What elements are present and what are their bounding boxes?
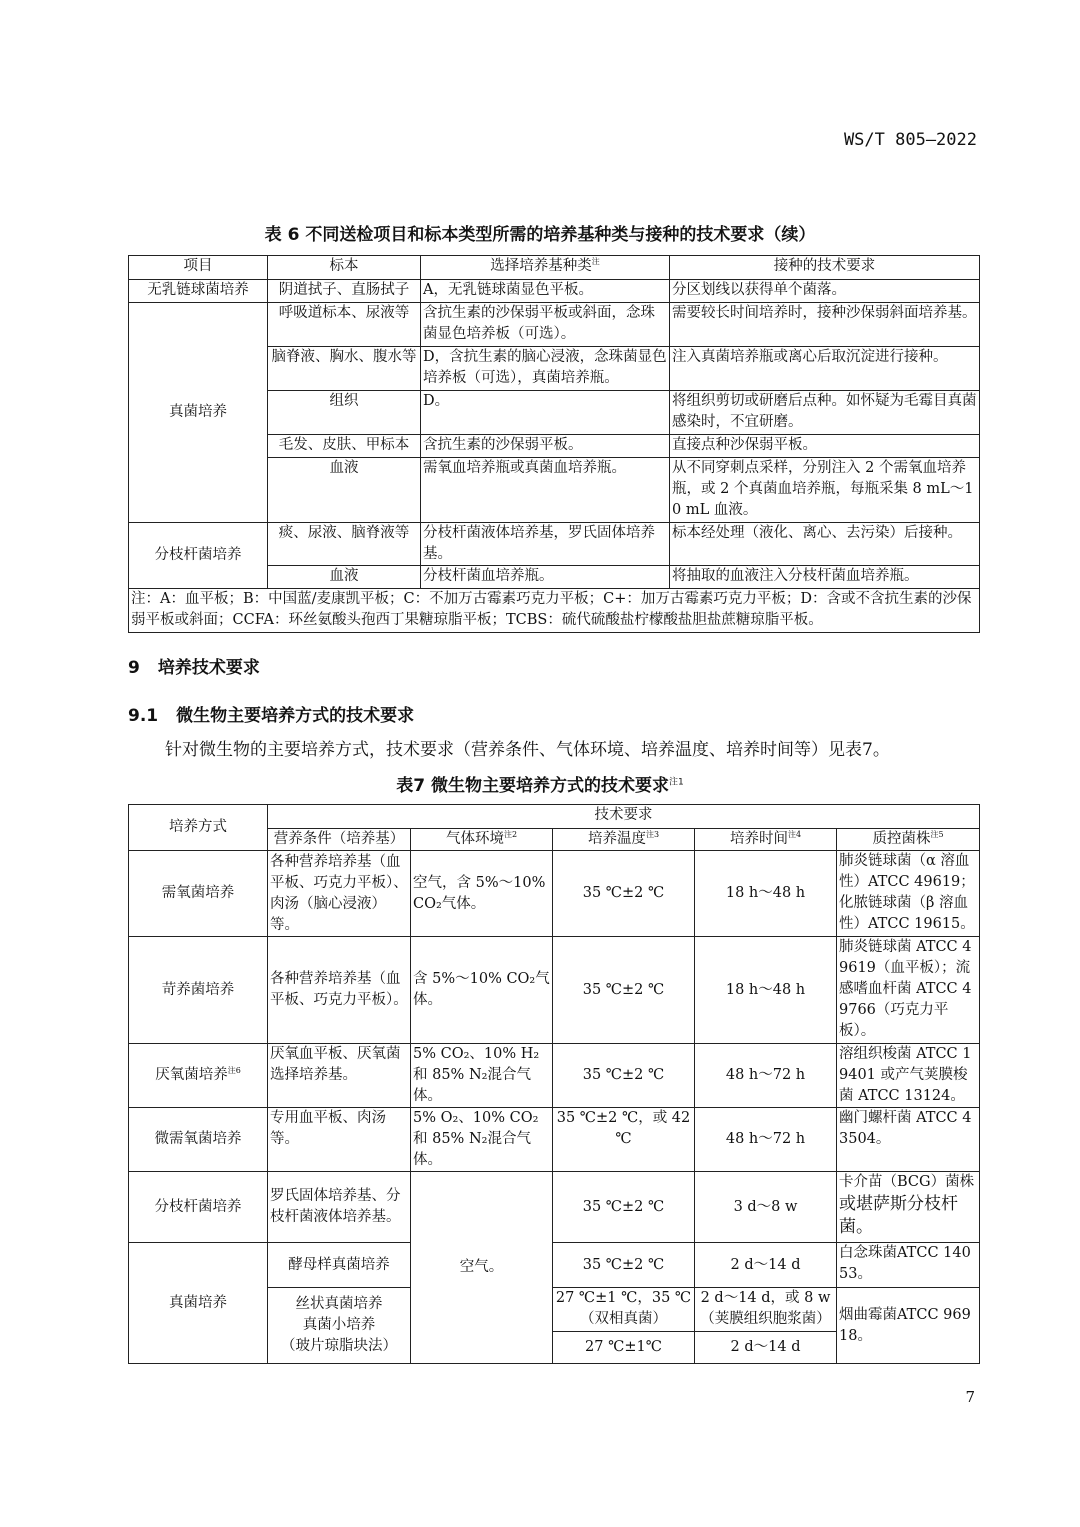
table-cell: 18 h～48 h xyxy=(695,851,837,937)
table-cell: 空气，含 5%～10% CO₂气体。 xyxy=(411,851,553,937)
table-cell: 需氧血培养瓶或真菌血培养瓶。 xyxy=(421,458,670,523)
table-cell: 毛发、皮肤、甲标本 xyxy=(268,435,421,458)
table-cell: 空气。 xyxy=(411,1172,553,1364)
table-cell: 血液 xyxy=(268,458,421,523)
table-header-cell: 质控菌株$^{注5}$ xyxy=(837,829,980,851)
note-marker: 注2 xyxy=(503,830,518,840)
table-row xyxy=(129,937,980,1044)
table-cell: 5% O₂、10% CO₂和 85% N₂混合气体。 xyxy=(411,1108,553,1172)
body-paragraph: 针对微生物的主要培养方式，技术要求（营养条件、气体环境、培养温度、培养时间等）见表7。 xyxy=(165,740,890,760)
table-row xyxy=(129,1108,980,1172)
table-cell: 苛养菌培养 xyxy=(129,937,268,1044)
subsection-heading: 9.1 微生物主要培养方式的技术要求 xyxy=(128,706,415,726)
table-cell: 阴道拭子、直肠拭子 xyxy=(268,280,421,303)
table-header-cell: 项目 xyxy=(129,256,268,280)
table-cell: 18 h～48 h xyxy=(695,937,837,1044)
table-cell: 分枝杆菌液体培养基，罗氏固体培养基。 xyxy=(421,523,670,566)
table-cell: 直接点种沙保弱平板。 xyxy=(670,435,980,458)
table-header-cell: 选择培养基种类$^注$ xyxy=(421,256,670,280)
table-cell: 标本经处理（液化、离心、去污染）后接种。 xyxy=(670,523,980,566)
table-cell: 2 d～14 d xyxy=(695,1332,837,1364)
table-cell: 专用血平板、肉汤等。 xyxy=(268,1108,411,1172)
table7 xyxy=(128,804,980,1364)
table-cell: 含抗生素的沙保弱平板。 xyxy=(421,435,670,458)
table-cell: 分区划线以获得单个菌落。 xyxy=(670,280,980,303)
table-cell: 分枝杆菌培养 xyxy=(129,1172,268,1243)
table-header-cell: 培养时间$^{注4}$ xyxy=(695,829,837,851)
table-row xyxy=(129,280,980,303)
table-row xyxy=(129,303,980,347)
table-cell: 白念珠菌ATCC 14053。 xyxy=(837,1243,980,1288)
table-cell: 组织 xyxy=(268,391,421,435)
table-cell: 将组织剪切或研磨后点种。如怀疑为毛霉目真菌感染时，不宜研磨。 xyxy=(670,391,980,435)
table-cell: 微需氧菌培养 xyxy=(129,1108,268,1172)
table-cell: 2 d～14 d xyxy=(695,1243,837,1288)
note-marker: 注6 xyxy=(227,1066,241,1076)
table-cell: 厌氧血平板、厌氧菌选择培养基。 xyxy=(268,1044,411,1108)
table-cell: 将抽取的血液注入分枝杆菌血培养瓶。 xyxy=(670,566,980,589)
table-cell: 真菌培养 xyxy=(129,1243,268,1364)
table-cell: 3 d～8 w xyxy=(695,1172,837,1243)
table-cell: 呼吸道标本、尿液等 xyxy=(268,303,421,347)
table-cell: 35 ℃±2 ℃ xyxy=(553,937,695,1044)
table-cell: 酵母样真菌培养 xyxy=(268,1243,411,1288)
note-marker: 注3 xyxy=(645,830,660,840)
table-cell: D，含抗生素的脑心浸液，念珠菌显色培养板（可选），真菌培养瓶。 xyxy=(421,347,670,391)
table-cell: 痰、尿液、脑脊液等 xyxy=(268,523,421,566)
table-header-cell: 技术要求 xyxy=(268,805,980,829)
table-cell: 35 ℃±2 ℃ xyxy=(553,1172,695,1243)
table-cell: 幽门螺杆菌 ATCC 43504。 xyxy=(837,1108,980,1172)
note-marker: 注1 xyxy=(669,777,684,788)
table-cell: 35 ℃±2 ℃ xyxy=(553,851,695,937)
table-cell: 从不同穿刺点采样，分别注入 2 个需氧血培养瓶，或 2 个真菌血培养瓶，每瓶采集 8 mL～10 mL 血液。 xyxy=(670,458,980,523)
note-marker: 注4 xyxy=(787,830,802,840)
table-cell: 需要较长时间培养时，接种沙保弱斜面培养基。 xyxy=(670,303,980,347)
table-cell: 溶组织梭菌 ATCC 19401 或产气荚膜梭菌 ATCC 13124。 xyxy=(837,1044,980,1108)
table-note-row xyxy=(129,589,980,633)
table-note: 注：A：血平板；B：中国蓝/麦康凯平板；C：不加万古霉素巧克力平板；C+：加万古霉素巧克力平板；D：含或不含抗生素的沙保弱平板或斜面；CCFA：环丝氨酸头孢西丁果糖琼脂平板；TCBS：硫代硫酸盐柠檬酸盐胆盐蔗糖琼脂平板。 xyxy=(129,589,980,633)
table-cell: 分枝杆菌血培养瓶。 xyxy=(421,566,670,589)
table-header-cell: 营养条件（培养基） xyxy=(268,829,411,851)
table-cell: 各种营养培养基（血平板、巧克力平板）。 xyxy=(268,937,411,1044)
table-cell: 卡介苗（BCG）菌株 或堪萨斯分枝杆菌。 xyxy=(837,1172,980,1243)
table-cell: 肺炎链球菌 ATCC 49619（血平板）；流感嗜血杆菌 ATCC 49766（巧克力平板）。 xyxy=(837,937,980,1044)
table-cell: 肺炎链球菌（α 溶血性）ATCC 49619；化脓链球菌（β 溶血性）ATCC 19615。 xyxy=(837,851,980,937)
table6 xyxy=(128,255,980,633)
table-cell: 5% CO₂、10% H₂和 85% N₂混合气体。 xyxy=(411,1044,553,1108)
table-cell: 35 ℃±2 ℃ xyxy=(553,1243,695,1288)
table-cell: 35 ℃±2 ℃，或 42 ℃ xyxy=(553,1108,695,1172)
table-cell: 血液 xyxy=(268,566,421,589)
table-header-cell: 接种的技术要求 xyxy=(670,256,980,280)
note-marker: 注5 xyxy=(930,830,944,840)
table-cell: 35 ℃±2 ℃ xyxy=(553,1044,695,1108)
table-cell: 需氧菌培养 xyxy=(129,851,268,937)
table-cell: 48 h～72 h xyxy=(695,1108,837,1172)
table-cell: 27 ℃±1℃ xyxy=(553,1332,695,1364)
document-number: WS/T 805—2022 xyxy=(843,130,977,150)
table-cell: 无乳链球菌培养 xyxy=(129,280,268,303)
table-cell: 各种营养培养基（血平板、巧克力平板）、肉汤（脑心浸液）等。 xyxy=(268,851,411,937)
table-cell: 含抗生素的沙保弱平板或斜面，念珠菌显色培养板（可选）。 xyxy=(421,303,670,347)
table-row xyxy=(129,523,980,566)
table-header-cell: 气体环境$^{注2}$ xyxy=(411,829,553,851)
table-row xyxy=(129,1044,980,1108)
table-row xyxy=(129,1243,980,1288)
table-cell: 2 d～14 d，或 8 w（荚膜组织胞浆菌） xyxy=(695,1288,837,1332)
table-cell: 含 5%～10% CO₂气体。 xyxy=(411,937,553,1044)
note-marker: 注 xyxy=(591,257,600,267)
table-cell: A，无乳链球菌显色平板。 xyxy=(421,280,670,303)
table-row xyxy=(129,805,980,829)
table-cell: 脑脊液、胸水、腹水等 xyxy=(268,347,421,391)
table-cell: 注入真菌培养瓶或离心后取沉淀进行接种。 xyxy=(670,347,980,391)
table-cell: 真菌培养 xyxy=(129,303,268,523)
section-heading: 9 培养技术要求 xyxy=(128,658,260,678)
table6-caption: 表 6 不同送检项目和标本类型所需的培养基种类与接种的技术要求（续） xyxy=(264,225,816,245)
table-cell: 丝状真菌培养 真菌小培养 （玻片琼脂块法） xyxy=(268,1288,411,1364)
table-cell: 烟曲霉菌ATCC 96918。 xyxy=(837,1288,980,1364)
table-header-cell: 培养温度$^{注3}$ xyxy=(553,829,695,851)
page-number: 7 xyxy=(965,1388,975,1406)
table-cell: 厌氧菌培养$^{注6}$ xyxy=(129,1044,268,1108)
table-cell: 分枝杆菌培养 xyxy=(129,523,268,589)
table-cell: 48 h～72 h xyxy=(695,1044,837,1108)
table-cell: 27 ℃±1 ℃，35 ℃（双相真菌） xyxy=(553,1288,695,1332)
table7-caption: 表7 微生物主要培养方式的技术要求$^{注1}$ xyxy=(396,776,684,796)
table-header-cell: 标本 xyxy=(268,256,421,280)
table-row xyxy=(129,1172,980,1243)
table-cell: 罗氏固体培养基、分枝杆菌液体培养基。 xyxy=(268,1172,411,1243)
table-header-cell: 培养方式 xyxy=(129,805,268,851)
table-row xyxy=(129,256,980,280)
table-row xyxy=(129,851,980,937)
table-cell: D。 xyxy=(421,391,670,435)
